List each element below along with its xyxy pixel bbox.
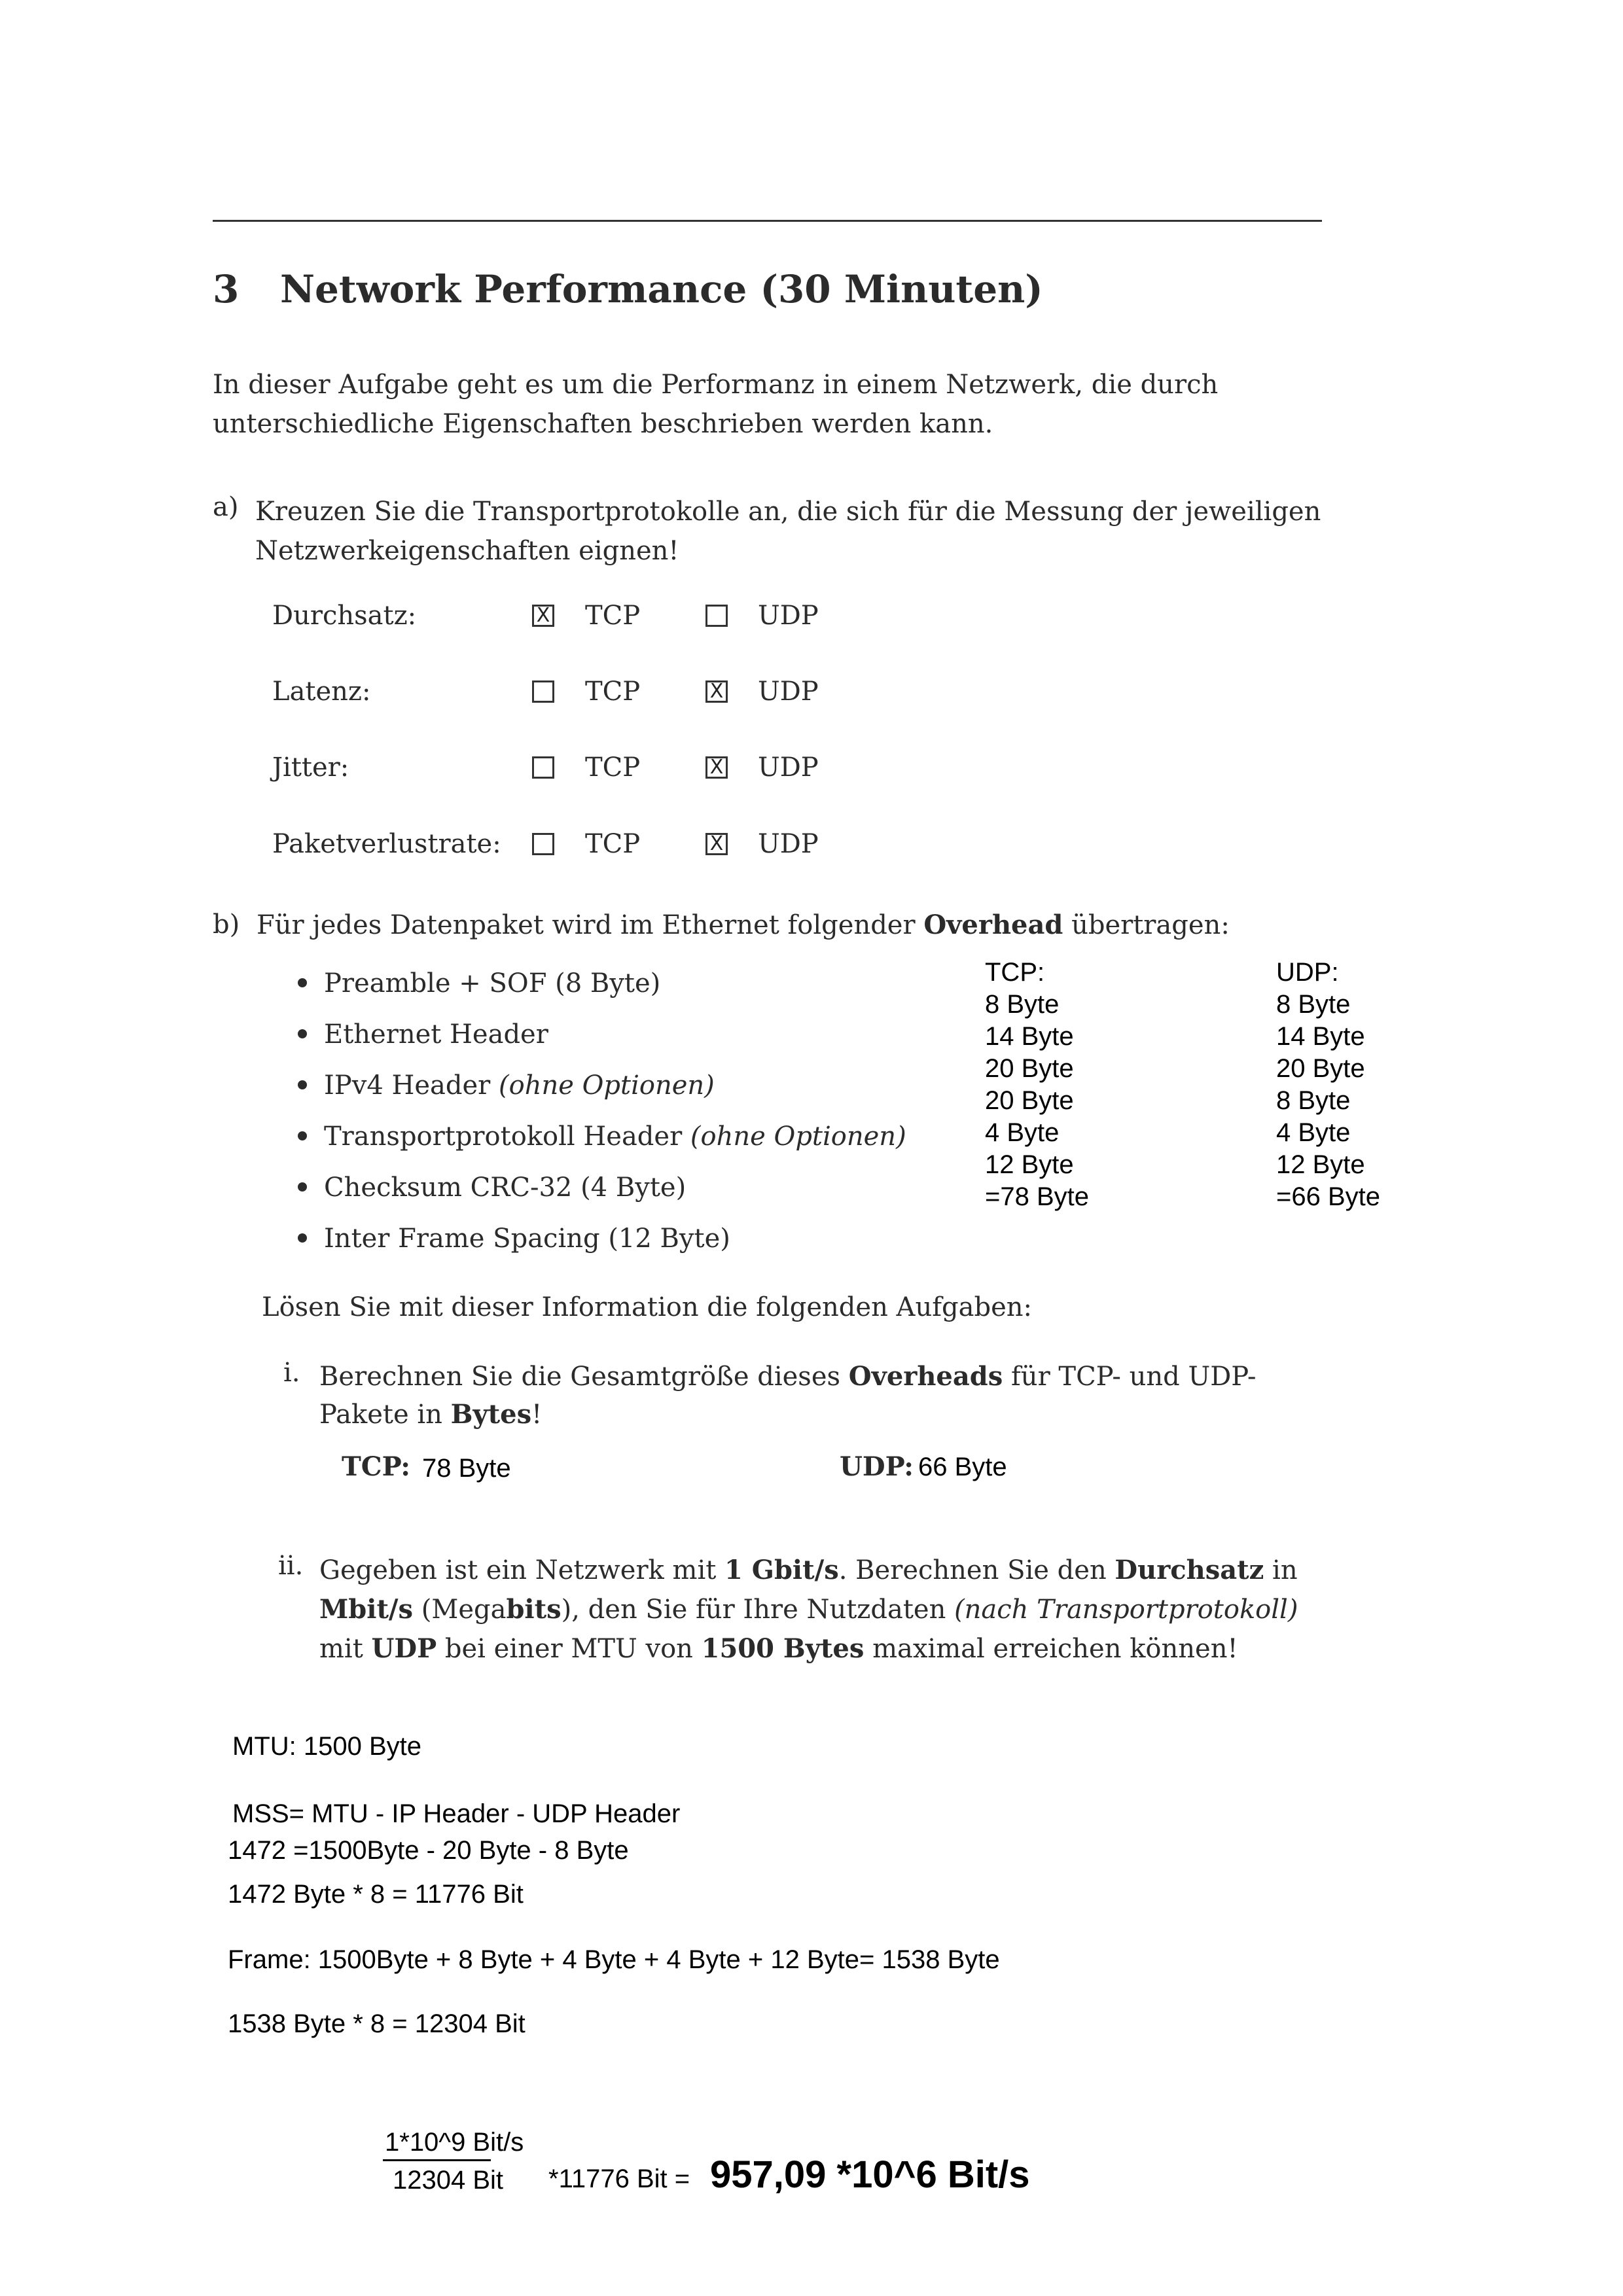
- calc-frame-bits: 1538 Byte * 8 = 12304 Bit: [228, 2009, 526, 2038]
- tcp-checkbox[interactable]: [532, 756, 554, 779]
- section-number: 3: [213, 267, 240, 311]
- solve-instruction: Lösen Sie mit dieser Information die folgenden Aufgaben:: [262, 1292, 1032, 1322]
- udp-column-total: =66 Byte: [1276, 1182, 1381, 1211]
- tcp-column-header: TCP:: [985, 958, 1045, 987]
- section-title: Network Performance (30 Minuten): [280, 267, 1043, 311]
- udp-column-value: 20 Byte: [1276, 1054, 1365, 1083]
- udp-overhead-column: [1276, 957, 1380, 1213]
- task-i-text: Berechnen Sie die Gesamtgröße dieses Overheads für TCP- und UDP-Pakete in Bytes!: [319, 1361, 1257, 1430]
- task-b-text-bold: Overhead: [923, 910, 1063, 940]
- task-a-text: Kreuzen Sie die Transportprotokolle an, die sich für die Messung der jeweiligen Netzwerkeigenschaften eignen!: [255, 497, 1321, 566]
- calc-mss-value: 1472 =1500Byte - 20 Byte - 8 Byte: [228, 1836, 629, 1865]
- udp-column-value: 12 Byte: [1276, 1150, 1365, 1179]
- udp-label: UDP: [758, 829, 819, 859]
- task-a-label: a): [213, 492, 239, 522]
- calc-frame-size: Frame: 1500Byte + 8 Byte + 4 Byte + 4 Byte + 12 Byte= 1538 Byte: [228, 1945, 1000, 1974]
- tcp-label: TCP: [585, 752, 641, 783]
- list-item: Preamble + SOF (8 Byte): [298, 968, 660, 998]
- section-intro: In dieser Aufgabe geht es um die Performanz in einem Netzwerk, die durch unterschiedliche Eigenschaften beschrieben werden kann.: [213, 370, 1219, 439]
- task-b-text: [257, 910, 1230, 940]
- tcp-column-value: 14 Byte: [985, 1022, 1074, 1051]
- property-name: Jitter:: [272, 752, 349, 783]
- tcp-overhead-column: [985, 957, 1089, 1213]
- calc-multiplier: *11776 Bit =: [548, 2164, 690, 2193]
- task-b-text-post: übertragen:: [1063, 910, 1230, 940]
- top-rule: [213, 220, 1322, 222]
- list-item: Transportprotokoll Header (ohne Optionen): [298, 1122, 906, 1152]
- udp-label: UDP: [758, 752, 819, 783]
- udp-label: UDP: [758, 601, 819, 631]
- tcp-checkbox[interactable]: [532, 833, 554, 855]
- list-item: Inter Frame Spacing (12 Byte): [298, 1224, 730, 1254]
- udp-column-value: 8 Byte: [1276, 990, 1351, 1019]
- udp-checkbox[interactable]: [705, 605, 728, 627]
- bullet-icon: [298, 978, 307, 987]
- tcp-column-value: 20 Byte: [985, 1086, 1074, 1115]
- tcp-column-value: 4 Byte: [985, 1118, 1060, 1147]
- bullet-icon: [298, 1182, 307, 1192]
- tcp-column-value: 20 Byte: [985, 1054, 1074, 1083]
- list-item: Checksum CRC-32 (4 Byte): [298, 1173, 686, 1203]
- task-b-label: b): [213, 910, 240, 940]
- tcp-column-value: 12 Byte: [985, 1150, 1074, 1179]
- bullet-icon: [298, 1233, 307, 1243]
- bullet-icon: [298, 1131, 307, 1140]
- calc-mss: MSS= MTU - IP Header - UDP Header: [232, 1799, 681, 1828]
- fraction-line: [383, 2159, 491, 2161]
- fraction-denominator: 12304 Bit: [393, 2166, 504, 2195]
- udp-answer-label: UDP:: [840, 1451, 914, 1482]
- bullet-icon: [298, 1080, 307, 1089]
- calc-result: 957,09 *10^6 Bit/s: [710, 2153, 1030, 2196]
- bullet-icon: [298, 1029, 307, 1038]
- tcp-answer-label: TCP:: [342, 1451, 411, 1482]
- property-name: Paketverlustrate:: [272, 829, 501, 859]
- calc-mtu: MTU: 1500 Byte: [232, 1732, 422, 1761]
- property-name: Durchsatz:: [272, 601, 417, 631]
- list-item: IPv4 Header (ohne Optionen): [298, 1070, 715, 1101]
- udp-column-value: 8 Byte: [1276, 1086, 1351, 1115]
- udp-answer: 66 Byte: [918, 1453, 1007, 1481]
- tcp-label: TCP: [585, 677, 641, 707]
- udp-checkbox[interactable]: X: [705, 680, 728, 703]
- list-item: Ethernet Header: [298, 1019, 548, 1050]
- task-ii-text: Gegeben ist ein Netzwerk mit 1 Gbit/s. Berechnen Sie den Durchsatz in Mbit/s (Megabits), den Sie für Ihre Nutzdaten (nach Transportprotokoll) mit UDP bei einer MTU von 1500 Bytes maximal erreichen können!: [319, 1555, 1298, 1664]
- fraction-numerator: 1*10^9 Bit/s: [385, 2128, 524, 2157]
- tcp-checkbox[interactable]: X: [532, 605, 554, 627]
- property-name: Latenz:: [272, 677, 371, 707]
- tcp-label: TCP: [585, 829, 641, 859]
- task-b-text-pre: Für jedes Datenpaket wird im Ethernet folgender: [257, 910, 924, 940]
- tcp-answer: 78 Byte: [422, 1454, 511, 1483]
- udp-column-value: 4 Byte: [1276, 1118, 1351, 1147]
- tcp-label: TCP: [585, 601, 641, 631]
- tcp-column-value: 8 Byte: [985, 990, 1060, 1019]
- udp-checkbox[interactable]: X: [705, 756, 728, 779]
- calc-payload-bits: 1472 Byte * 8 = 11776 Bit: [228, 1880, 524, 1909]
- udp-column-header: UDP:: [1276, 958, 1339, 987]
- tcp-column-total: =78 Byte: [985, 1182, 1090, 1211]
- udp-checkbox[interactable]: X: [705, 833, 728, 855]
- task-i-label: i.: [283, 1358, 300, 1388]
- task-ii-label: ii.: [278, 1551, 304, 1581]
- tcp-checkbox[interactable]: [532, 680, 554, 703]
- udp-label: UDP: [758, 677, 819, 707]
- udp-column-value: 14 Byte: [1276, 1022, 1365, 1051]
